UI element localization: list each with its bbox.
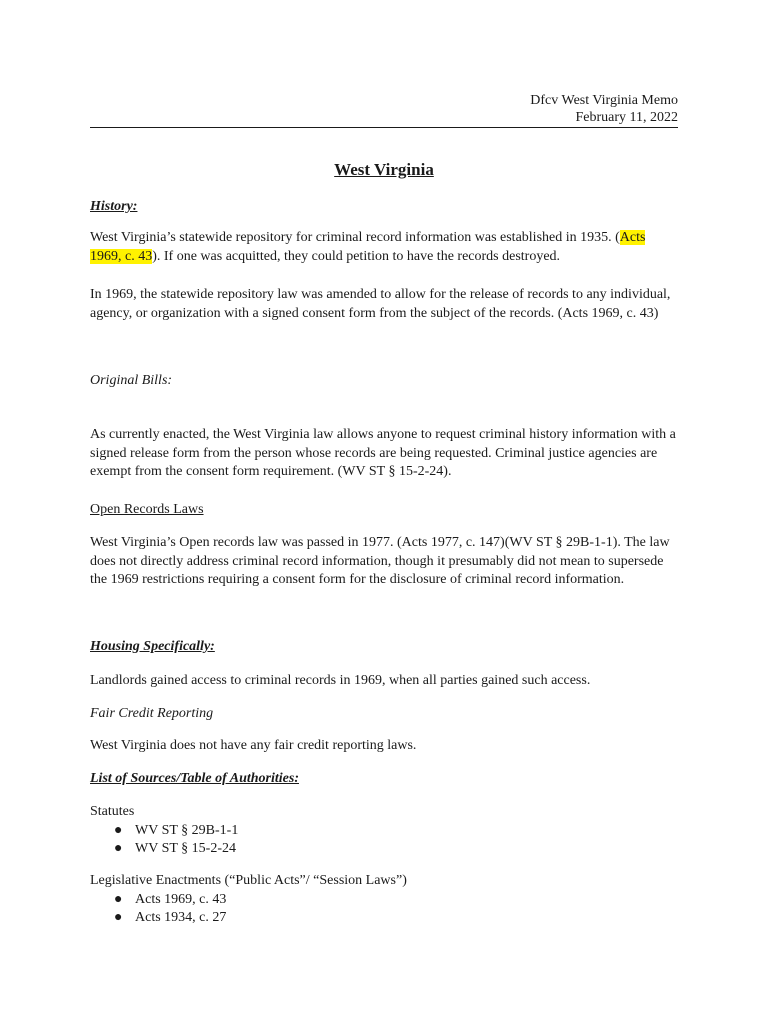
enactments-label: Legislative Enactments (“Public Acts”/ “Session Laws”) <box>90 873 407 888</box>
bullet-icon: ● <box>114 910 123 925</box>
sources-heading: List of Sources/Table of Authorities: <box>90 771 299 786</box>
list-item: ● WV ST § 15-2-24 <box>90 840 678 859</box>
memo-header-title: Dfcv West Virginia Memo <box>530 93 678 108</box>
memo-header <box>90 92 678 126</box>
bullet-icon: ● <box>114 891 123 907</box>
history-heading: History: <box>90 199 138 214</box>
document-title: West Virginia <box>334 160 434 179</box>
statutes-list <box>90 822 678 859</box>
bullet-icon: ● <box>114 841 123 856</box>
fair-credit-paragraph: West Virginia does not have any fair credit reporting laws. <box>90 738 417 753</box>
header-divider <box>90 127 678 128</box>
list-item: ● Acts 1969, c. 43 <box>90 891 678 910</box>
highlighted-citation: Acts 1969, c. 43 <box>90 230 646 264</box>
memo-header-date: February 11, 2022 <box>575 110 678 125</box>
fair-credit-heading: Fair Credit Reporting <box>90 706 214 721</box>
list-item: ● Acts 1934, c. 27 <box>90 909 678 928</box>
history-paragraph-1: West Virginia’s statewide repository for criminal record information was established in 1935. (Acts 1969, c. 43). If one was acquitted, they could petition to have the records destroyed. <box>90 230 646 264</box>
original-bills-paragraph: As currently enacted, the West Virginia law allows anyone to request criminal history information with a signed release form from the person whose records are being requested. Criminal justice agencies are exempt from the consent form requirement. (WV ST § 15-2-24). <box>90 427 676 479</box>
original-bills-heading: Original Bills: <box>90 373 173 388</box>
enactments-section <box>90 872 678 928</box>
statutes-label: Statutes <box>90 804 135 819</box>
statutes-section <box>90 803 678 859</box>
bullet-icon: ● <box>114 822 123 838</box>
enactments-list <box>90 891 678 928</box>
open-records-heading: Open Records Laws <box>90 502 204 517</box>
housing-heading: Housing Specifically: <box>90 639 215 654</box>
open-records-paragraph: West Virginia’s Open records law was passed in 1977. (Acts 1977, c. 147)(WV ST § 29B-1-1). The law does not directly address criminal record information, though it presumably did not mean to supersede the 1969 restrictions requiring a consent form for the disclosure of criminal record information. <box>90 535 670 587</box>
housing-paragraph: Landlords gained access to criminal records in 1969, when all parties gained such access. <box>90 673 591 688</box>
list-item: ● WV ST § 29B-1-1 <box>90 822 678 841</box>
history-paragraph-2: In 1969, the statewide repository law was amended to allow for the release of records to any individual, agency, or organization with a signed consent form from the subject of the records. (Acts 1969, c. 43) <box>90 287 671 321</box>
